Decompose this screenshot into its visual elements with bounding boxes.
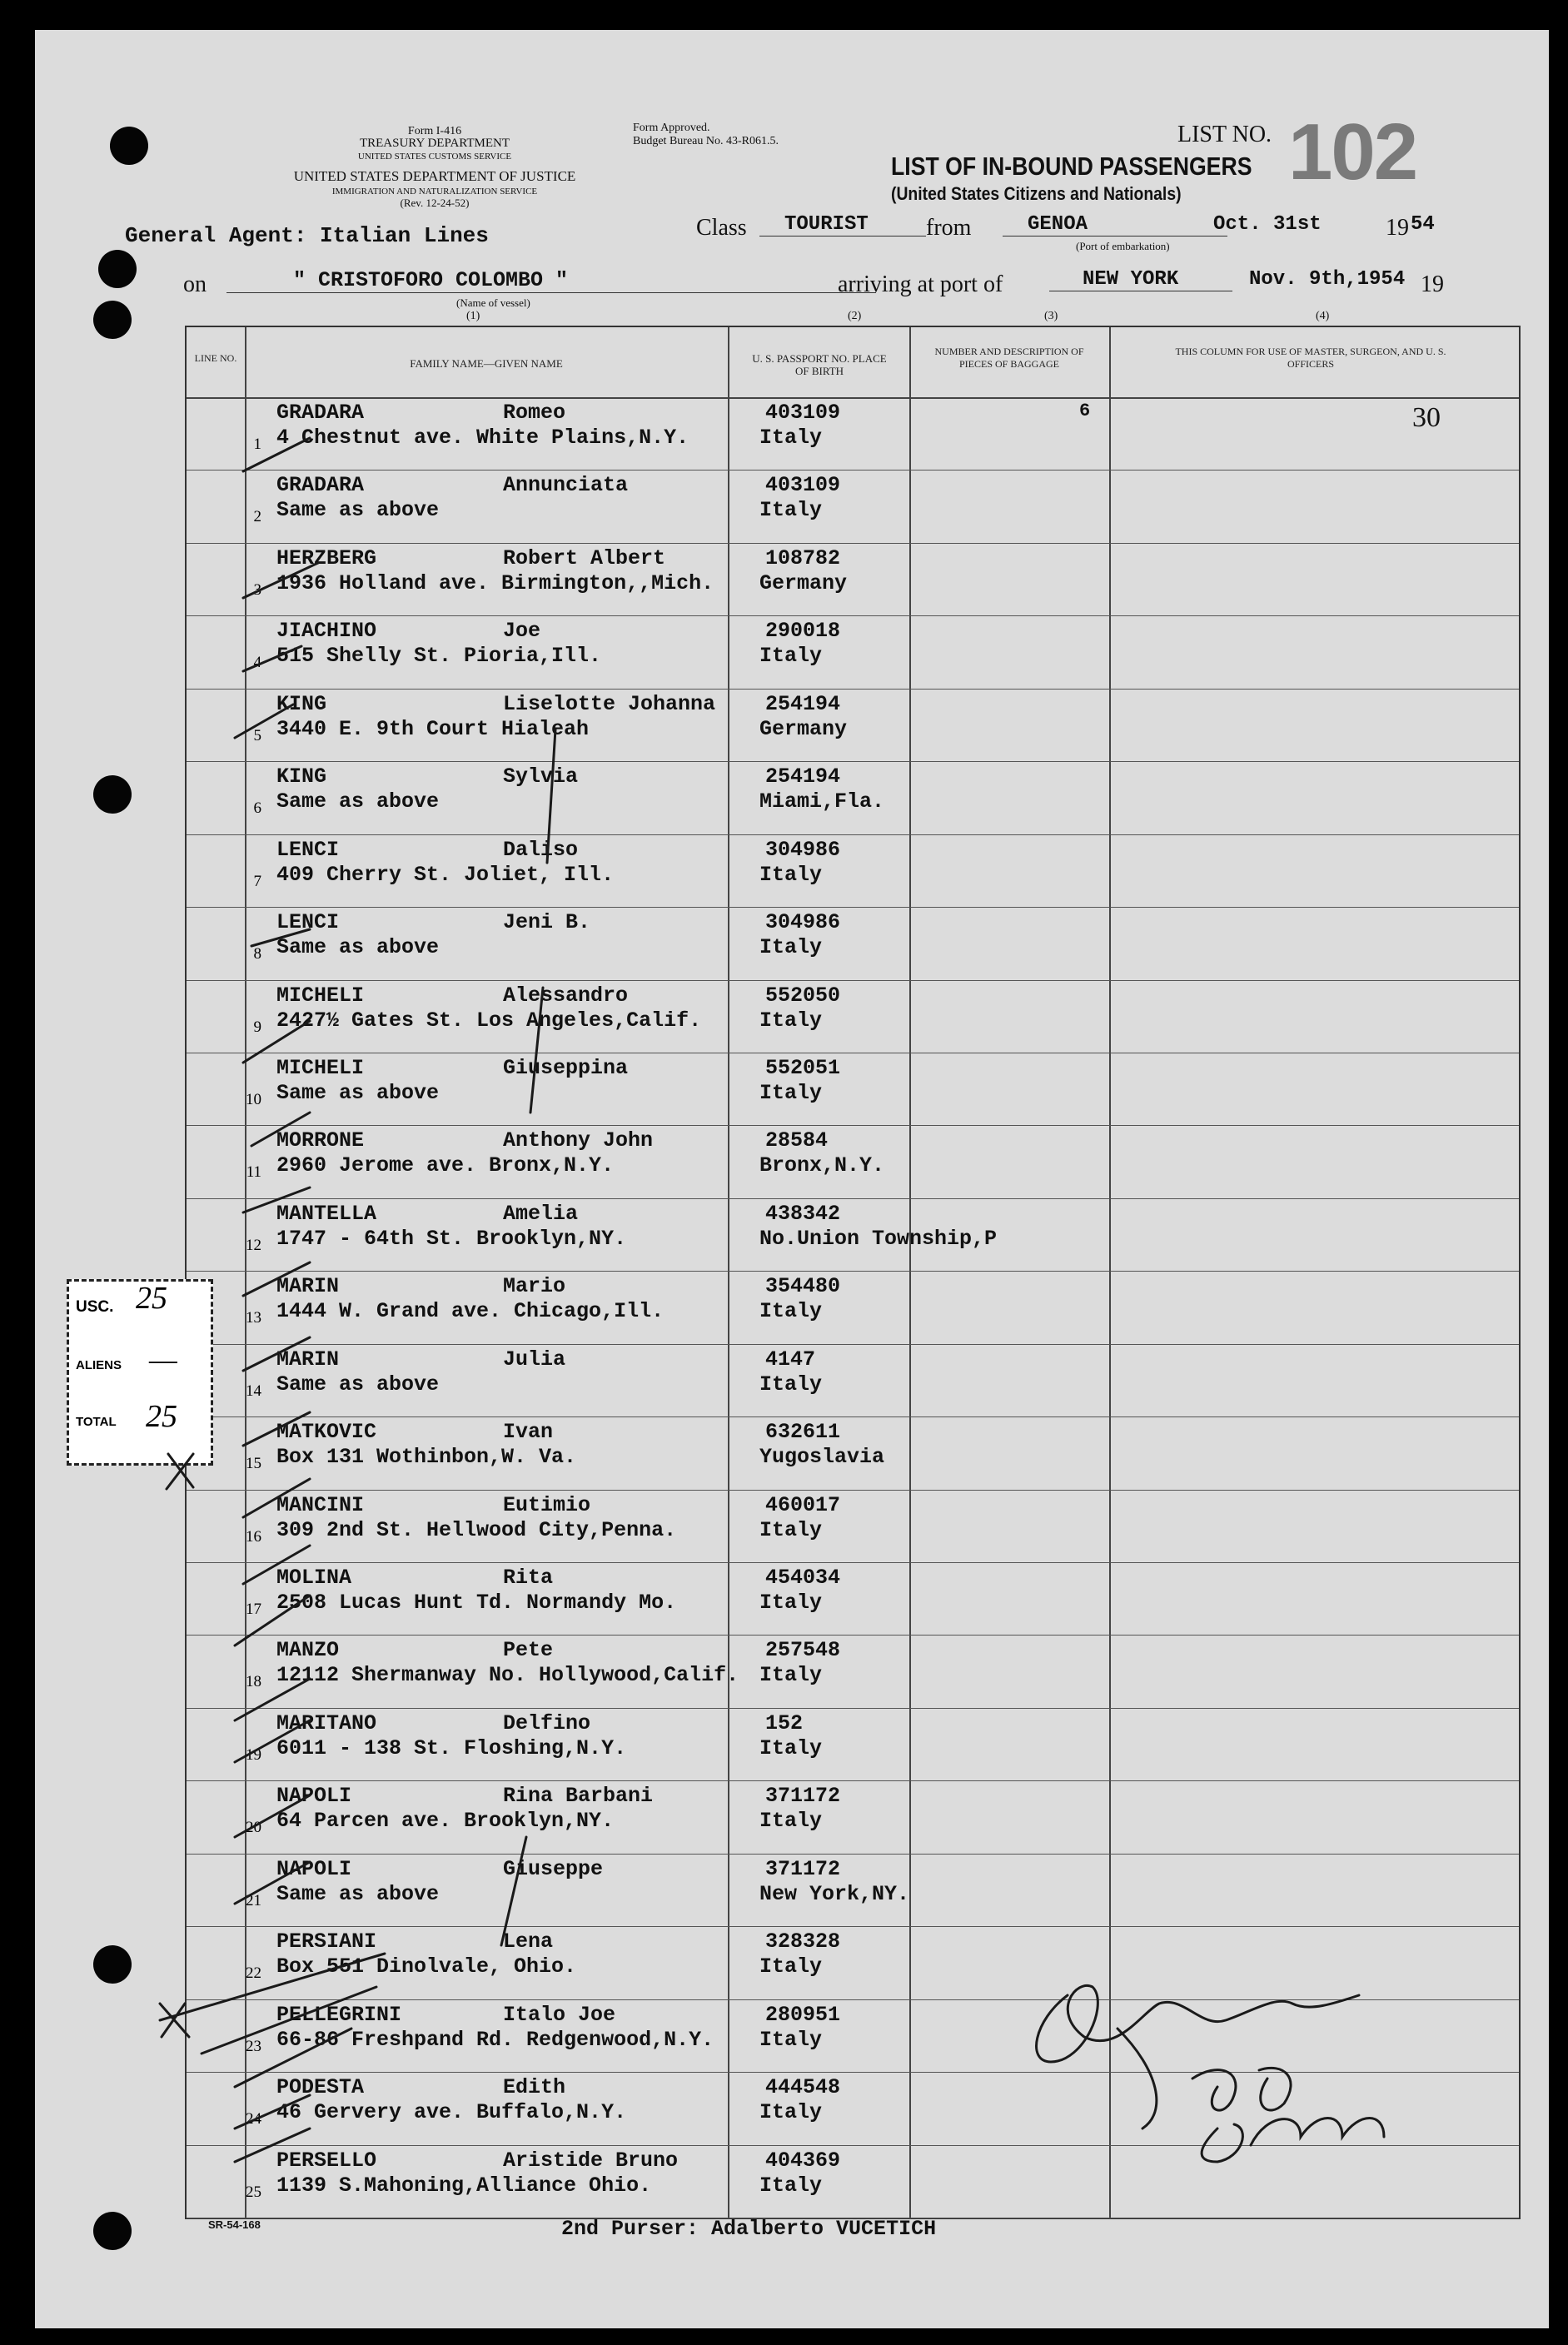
- from-label: from: [926, 215, 972, 241]
- departure-date: Oct. 31st: [1213, 213, 1322, 236]
- line-number: 6: [253, 799, 261, 818]
- place-of-birth: Italy: [759, 935, 823, 960]
- passport-number: 438342: [765, 1201, 841, 1226]
- table-row: [187, 615, 1519, 689]
- place-of-birth: Italy: [759, 1008, 823, 1033]
- family-name: MICHELI: [276, 1055, 365, 1080]
- dept-immigration: IMMIGRATION AND NATURALIZATION SERVICE: [331, 187, 538, 197]
- aliens-label: ALIENS: [76, 1358, 122, 1372]
- arrival-port: NEW YORK: [1049, 268, 1232, 291]
- place-of-birth: Italy: [759, 1080, 823, 1105]
- family-name: HERZBERG: [276, 545, 377, 570]
- list-no: 102: [1288, 107, 1417, 197]
- given-name: Joe: [503, 619, 541, 644]
- address: 12112 Shermanway No. Hollywood,Calif.: [276, 1663, 739, 1688]
- place-of-birth: Italy: [759, 1663, 823, 1688]
- col-header-officers: THIS COLUMN FOR USE OF MASTER, SURGEON, AND U. S. OFFICERS: [1175, 346, 1446, 370]
- address: 66-86 Freshpand Rd. Redgenwood,N.Y.: [276, 2027, 714, 2052]
- on-label: on: [183, 271, 207, 297]
- line-number: 9: [253, 1018, 261, 1036]
- table-row: [187, 1635, 1519, 1708]
- dept-customs: UNITED STATES CUSTOMS SERVICE: [357, 152, 512, 162]
- passport-number: 354480: [765, 1274, 841, 1299]
- passport-number: 28584: [765, 1128, 829, 1153]
- table-row: [187, 907, 1519, 980]
- col-header-line-no: LINE NO.: [194, 352, 237, 364]
- given-name: Alessandro: [503, 983, 629, 1008]
- passport-number: 304986: [765, 837, 841, 862]
- line-number: 20: [246, 1819, 261, 1837]
- line-number: 16: [246, 1527, 261, 1546]
- col-header-baggage: NUMBER AND DESCRIPTION OF PIECES OF BAGGAGE: [934, 346, 1084, 370]
- given-name: Sylvia: [503, 764, 579, 789]
- family-name: MARIN: [276, 1274, 340, 1299]
- document-page: [35, 30, 1549, 2328]
- table-row: [187, 1053, 1519, 1126]
- table-row: [187, 1344, 1519, 1417]
- place-of-birth: Germany: [759, 716, 848, 741]
- place-of-birth: Italy: [759, 1809, 823, 1834]
- given-name: Pete: [503, 1638, 554, 1663]
- line-number: 15: [246, 1455, 261, 1473]
- dept-justice: UNITED STATES DEPARTMENT OF JUSTICE: [293, 168, 576, 184]
- line-number: 17: [246, 1601, 261, 1619]
- passenger-table: [185, 326, 1521, 2219]
- aliens-value: —: [149, 1342, 177, 1377]
- table-row: [187, 980, 1519, 1053]
- table-row: [187, 1562, 1519, 1636]
- form-id: Form I-416: [407, 125, 462, 137]
- given-name: Annunciata: [503, 473, 629, 498]
- place-of-birth: Italy: [759, 644, 823, 669]
- passport-number: 552050: [765, 983, 841, 1008]
- place-of-birth: Italy: [759, 862, 823, 887]
- passport-number: 444548: [765, 2075, 841, 2100]
- given-name: Liselotte Johanna: [503, 691, 716, 716]
- family-name: MANCINI: [276, 1492, 365, 1517]
- column-marker: (1): [466, 310, 480, 322]
- place-of-birth: Italy: [759, 2173, 823, 2198]
- place-of-birth: Bronx,N.Y.: [759, 1153, 885, 1178]
- given-name: Rina Barbani: [503, 1784, 654, 1809]
- given-name: Giuseppe: [503, 1856, 604, 1881]
- form-approved: Form Approved.: [633, 122, 710, 134]
- address: 6011 - 138 St. Floshing,N.Y.: [276, 1735, 627, 1760]
- family-name: MOLINA: [276, 1566, 352, 1591]
- class-value: TOURIST: [759, 213, 926, 236]
- document-subtitle: (United States Citizens and Nationals): [891, 183, 1182, 204]
- column-marker: (4): [1316, 310, 1330, 322]
- place-of-birth: Italy: [759, 498, 823, 523]
- total-label: TOTAL: [76, 1415, 117, 1429]
- table-row: [187, 761, 1519, 834]
- address: 3440 E. 9th Court Hialeah: [276, 716, 590, 741]
- dept-treasury: TREASURY DEPARTMENT: [359, 137, 510, 150]
- table-row: [187, 1490, 1519, 1563]
- address: Same as above: [276, 789, 440, 814]
- given-name: Julia: [503, 1347, 566, 1372]
- passport-number: 454034: [765, 1566, 841, 1591]
- line-number: 11: [246, 1163, 261, 1182]
- line-number: 7: [253, 872, 261, 890]
- line-number: 21: [246, 1891, 261, 1909]
- line-number: 4: [253, 654, 261, 672]
- passport-number: 328328: [765, 1929, 841, 1954]
- family-name: MICHELI: [276, 983, 365, 1008]
- form-code: SR-54-168: [208, 2218, 261, 2231]
- place-of-birth: Miami,Fla.: [759, 789, 885, 814]
- table-row: [187, 2145, 1519, 2218]
- table-row: [187, 543, 1519, 616]
- col-header-name: FAMILY NAME—GIVEN NAME: [410, 357, 563, 370]
- punch-hole: [93, 1945, 132, 1984]
- given-name: Mario: [503, 1274, 566, 1299]
- address: 409 Cherry St. Joliet, Ill.: [276, 862, 615, 887]
- place-of-birth: Italy: [759, 1735, 823, 1760]
- given-name: Amelia: [503, 1201, 579, 1226]
- address: Box 551 Dinolvale, Ohio.: [276, 1954, 577, 1979]
- family-name: GRADARA: [276, 401, 365, 425]
- arrival-year-suffix: 19: [1421, 271, 1444, 297]
- address: Same as above: [276, 1372, 440, 1397]
- address: Same as above: [276, 1080, 440, 1105]
- total-value: 25: [146, 1399, 177, 1434]
- given-name: Ivan: [503, 1420, 554, 1445]
- year-value: 54: [1411, 213, 1435, 236]
- family-name: PERSELLO: [276, 2148, 377, 2173]
- vessel-name: " CRISTOFORO COLOMBO ": [226, 268, 876, 293]
- address: 2427½ Gates St. Los Angeles,Calif.: [276, 1008, 702, 1033]
- table-row: [187, 834, 1519, 908]
- place-of-birth: Italy: [759, 1954, 823, 1979]
- address: 1444 W. Grand ave. Chicago,Ill.: [276, 1299, 665, 1324]
- form-revision: (Rev. 12-24-52): [400, 197, 470, 209]
- year-prefix: 19: [1386, 215, 1409, 241]
- given-name: Edith: [503, 2075, 566, 2100]
- line-number: 10: [246, 1090, 261, 1108]
- family-name: PERSIANI: [276, 1929, 377, 1954]
- family-name: PELLEGRINI: [276, 2002, 402, 2027]
- address: 1747 - 64th St. Brooklyn,NY.: [276, 1226, 627, 1251]
- usc-label: USC.: [76, 1298, 114, 1316]
- place-of-birth: Italy: [759, 1299, 823, 1324]
- passport-number: 254194: [765, 691, 841, 716]
- line-number: 25: [246, 2183, 261, 2201]
- address: 1936 Holland ave. Birmington,,Mich.: [276, 570, 714, 595]
- line-number: 14: [246, 1382, 261, 1400]
- class-label: Class: [696, 215, 747, 241]
- budget-bureau: Budget Bureau No. 43-R061.5.: [633, 135, 779, 147]
- baggage-count: 6: [1079, 401, 1091, 421]
- passport-number: 632611: [765, 1420, 841, 1445]
- punch-hole: [98, 250, 137, 288]
- passport-number: 403109: [765, 473, 841, 498]
- line-number: 18: [246, 1673, 261, 1691]
- address: Same as above: [276, 498, 440, 523]
- column-marker: (2): [848, 310, 862, 322]
- address: Same as above: [276, 935, 440, 960]
- line-number: 5: [253, 726, 261, 744]
- family-name: NAPOLI: [276, 1856, 352, 1881]
- passport-number: 460017: [765, 1492, 841, 1517]
- place-of-birth: Italy: [759, 2100, 823, 2125]
- given-name: Lena: [503, 1929, 554, 1954]
- passport-number: 552051: [765, 1055, 841, 1080]
- passport-number: 4147: [765, 1347, 816, 1372]
- place-of-birth: Germany: [759, 570, 848, 595]
- given-name: Delfino: [503, 1710, 591, 1735]
- line-number: 19: [246, 1745, 261, 1764]
- line-number: 13: [246, 1309, 261, 1327]
- family-name: MANZO: [276, 1638, 340, 1663]
- usc-value: 25: [136, 1281, 167, 1316]
- address: 64 Parcen ave. Brooklyn,NY.: [276, 1809, 615, 1834]
- place-of-birth: Italy: [759, 2027, 823, 2052]
- line-number: 23: [246, 2037, 261, 2055]
- list-no-label: LIST NO.: [1177, 122, 1272, 147]
- general-agent: General Agent: Italian Lines: [125, 223, 489, 248]
- passport-number: 290018: [765, 619, 841, 644]
- passport-number: 371172: [765, 1856, 841, 1881]
- place-of-birth: Italy: [759, 1517, 823, 1542]
- officer-note: 30: [1412, 402, 1441, 433]
- passport-number: 371172: [765, 1784, 841, 1809]
- embark-port: GENOA: [1003, 213, 1227, 236]
- table-row: [187, 1708, 1519, 1781]
- given-name: Rita: [503, 1566, 554, 1591]
- given-name: Anthony John: [503, 1128, 654, 1153]
- table-row: [187, 1198, 1519, 1272]
- table-row: [187, 1125, 1519, 1198]
- table-row: [187, 1854, 1519, 1927]
- family-name: MARITANO: [276, 1710, 377, 1735]
- place-of-birth: New York,NY.: [759, 1881, 910, 1906]
- family-name: NAPOLI: [276, 1784, 352, 1809]
- line-number: 3: [253, 580, 261, 599]
- table-row: [187, 689, 1519, 762]
- port-embark-caption: (Port of embarkation): [1076, 240, 1170, 252]
- line-number: 8: [253, 945, 261, 963]
- table-row: [187, 397, 1519, 470]
- given-name: Giuseppina: [503, 1055, 629, 1080]
- given-name: Romeo: [503, 401, 566, 425]
- address: Same as above: [276, 1881, 440, 1906]
- passport-number: 108782: [765, 545, 841, 570]
- table-row: [187, 1926, 1519, 1999]
- given-name: Daliso: [503, 837, 579, 862]
- line-number: 12: [246, 1236, 261, 1254]
- table-row: [187, 470, 1519, 543]
- family-name: LENCI: [276, 910, 340, 935]
- line-number: 22: [246, 1964, 261, 1983]
- address: 1139 S.Mahoning,Alliance Ohio.: [276, 2173, 652, 2198]
- address: 46 Gervery ave. Buffalo,N.Y.: [276, 2100, 627, 2125]
- table-row: [187, 1271, 1519, 1344]
- address: 2508 Lucas Hunt Td. Normandy Mo.: [276, 1591, 677, 1616]
- vessel-caption: (Name of vessel): [456, 296, 530, 309]
- punch-hole: [93, 775, 132, 814]
- family-name: PODESTA: [276, 2075, 365, 2100]
- family-name: JIACHINO: [276, 619, 377, 644]
- passport-number: 257548: [765, 1638, 841, 1663]
- place-of-birth: Italy: [759, 426, 823, 450]
- table-header: [187, 327, 1519, 399]
- arrival-date: Nov. 9th,1954: [1249, 268, 1406, 291]
- address: 309 2nd St. Hellwood City,Penna.: [276, 1517, 677, 1542]
- purser-signature-line: 2nd Purser: Adalberto VUCETICH: [561, 2217, 937, 2241]
- line-number: 24: [246, 2110, 261, 2128]
- family-name: MARIN: [276, 1347, 340, 1372]
- place-of-birth: Italy: [759, 1591, 823, 1616]
- place-of-birth: No.Union Township,P: [759, 1226, 998, 1251]
- table-row: [187, 1416, 1519, 1490]
- family-name: GRADARA: [276, 473, 365, 498]
- family-name: KING: [276, 691, 327, 716]
- given-name: Eutimio: [503, 1492, 591, 1517]
- place-of-birth: Yugoslavia: [759, 1445, 885, 1470]
- punch-hole: [93, 301, 132, 339]
- given-name: Jeni B.: [503, 910, 591, 935]
- passport-number: 304986: [765, 910, 841, 935]
- place-of-birth: Italy: [759, 1372, 823, 1397]
- line-number: 1: [253, 436, 261, 453]
- address: 2960 Jerome ave. Bronx,N.Y.: [276, 1153, 615, 1178]
- passport-number: 152: [765, 1710, 804, 1735]
- passport-number: 404369: [765, 2148, 841, 2173]
- passport-number: 403109: [765, 401, 841, 425]
- address: 515 Shelly St. Pioria,Ill.: [276, 644, 602, 669]
- passport-number: 280951: [765, 2002, 841, 2027]
- family-name: MANTELLA: [276, 1201, 377, 1226]
- given-name: Robert Albert: [503, 545, 666, 570]
- line-number: 2: [253, 508, 261, 526]
- address: Box 131 Wothinbon,W. Va.: [276, 1445, 577, 1470]
- col-header-passport: U. S. PASSPORT NO. PLACE OF BIRTH: [752, 352, 887, 377]
- family-name: KING: [276, 764, 327, 789]
- given-name: Italo Joe: [503, 2002, 616, 2027]
- punch-hole: [110, 127, 148, 165]
- family-name: MATKOVIC: [276, 1420, 377, 1445]
- family-name: MORRONE: [276, 1128, 365, 1153]
- column-marker: (3): [1044, 310, 1058, 322]
- punch-hole: [93, 2212, 132, 2250]
- given-name: Aristide Bruno: [503, 2148, 679, 2173]
- table-row: [187, 1780, 1519, 1854]
- document-title: LIST OF IN-BOUND PASSENGERS: [891, 152, 1252, 181]
- address: 4 Chestnut ave. White Plains,N.Y.: [276, 426, 689, 450]
- arriving-label: arriving at port of: [838, 271, 1003, 297]
- family-name: LENCI: [276, 837, 340, 862]
- passport-number: 254194: [765, 764, 841, 789]
- passenger-count-stamp: [67, 1279, 213, 1466]
